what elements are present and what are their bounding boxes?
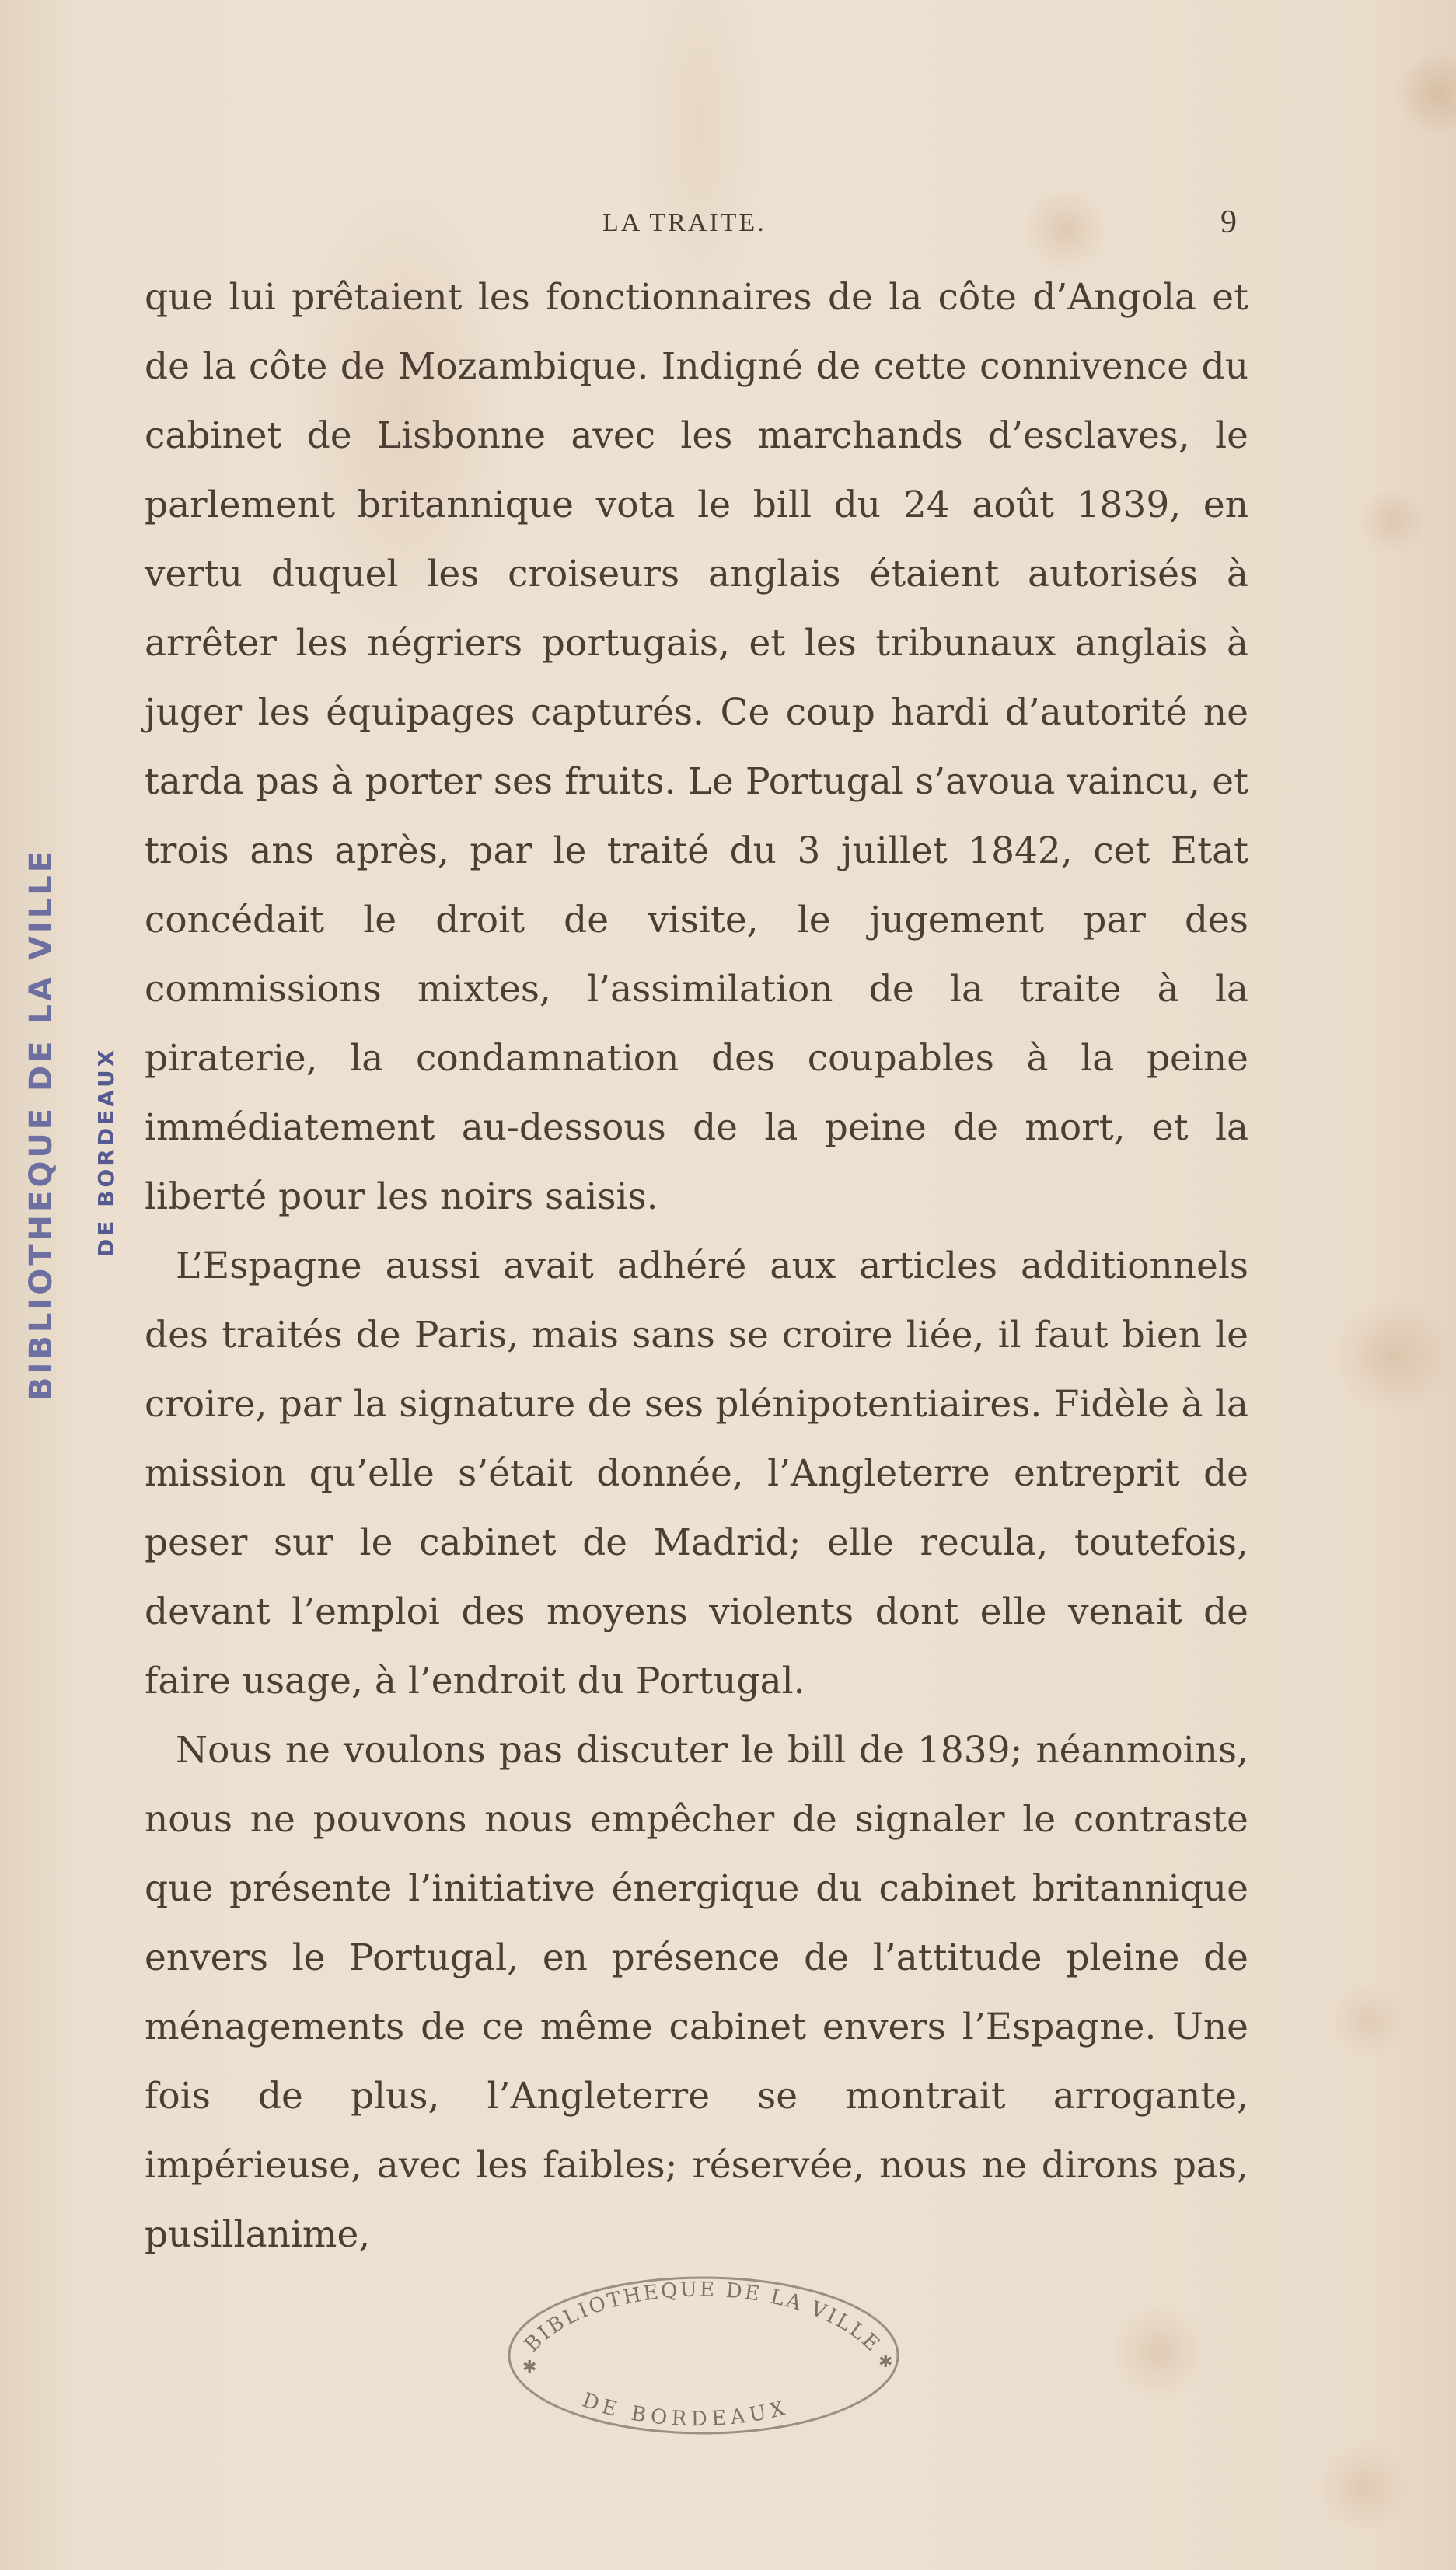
page-number: 9 [1220,204,1237,240]
paragraph-3: Nous ne voulons pas discuter le bill de 1839; néanmoins, nous ne pouvons nous empêcher de signaler le contraste que présente l’initiative énergique du cabinet britannique envers le Portugal, en présence de l’attitude pleine de ménagements de ce même cabinet envers l’Espagne. Une fois de plus, l’Angleterre se montrait arrogante, impérieuse, avec les faibles; réservée, nous ne dirons pas, pusillanime, [145,1729,1248,2256]
paragraph-2: L’Espagne aussi avait adhéré aux articles additionnels des traités de Paris, mais sans se croire liée, il faut bien le croire, par la signature de ses plénipotentiaires. Fidèle à la mission qu’elle s’était donnée, l’Angleterre entreprit de peser sur le cabinet de Madrid; elle recula, toutefois, devant l’emploi des moyens violents dont elle venait de faire usage, à l’endroit du Portugal. [145,1245,1248,1702]
stamp-top-textpath: BIBLIOTHEQUE DE LA VILLE [520,2278,886,2358]
body-text [145,263,1248,2269]
stamp-top-text [520,2278,885,2358]
running-title: LA TRAITE. [602,208,766,237]
side-stamp-line-1: BIBLIOTHEQUE DE LA VILLE [23,847,59,1401]
ink-stamp-graphic [474,2239,925,2449]
running-head [0,204,1456,255]
library-side-stamp [16,847,119,1409]
library-ink-stamp [474,2239,925,2449]
side-stamp-line-2: DE BORDEAUX [93,1046,119,1257]
paragraph-1: que lui prêtaient les fonctionnaires de la côte d’Angola et de la côte de Mozambique. Indigné de cette connivence du cabinet de Lisbonne avec les marchands d’esclaves, le parlement britannique vota le bill du 24 août 1839, en vertu duquel les croiseurs anglais étaient autorisés à arrêter les négriers portugais, et les tribunaux anglais à juger les équipages capturés. Ce coup hardi d’autorité ne tarda pas à porter ses fruits. Le Portugal s’avoua vaincu, et trois ans après, par le traité du 3 juillet 1842, cet Etat concédait le droit de visite, le jugement par des commissions mixtes, l’assimilation de la traite à la piraterie, la condamnation des coupables à la peine immédiatement au-dessous de la peine de mort, et la liberté pour les noirs saisis. [145,276,1248,1218]
stamp-star-right-icon: ✱ [878,2352,893,2372]
stamp-bottom-textpath: DE BORDEAUX [579,2388,792,2432]
stamp-star-left-icon: ✱ [522,2358,537,2377]
